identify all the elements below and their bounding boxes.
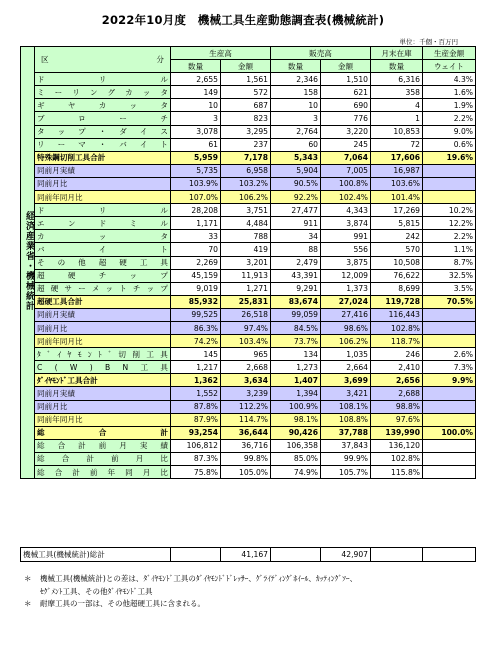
table-cell: 2,410 (371, 361, 423, 374)
table-row (21, 177, 476, 190)
table-cell: 2,269 (171, 256, 221, 269)
table-cell: 34 (271, 230, 321, 243)
statistics-table (20, 46, 476, 479)
table-cell: 97.6% (371, 413, 423, 426)
table-cell: 115.8% (371, 466, 423, 479)
table-cell: 10.2% (423, 204, 476, 217)
table-cell: 103.9% (171, 177, 221, 190)
row-label: 総 合 計 (35, 426, 171, 439)
table-cell: 108.1% (321, 400, 371, 413)
table-cell: 556 (321, 243, 371, 256)
row-label: C ( W ) B N 工 具 (35, 361, 171, 374)
table-cell: 570 (371, 243, 423, 256)
table-row (21, 125, 476, 138)
row-label: 同前月比 (35, 321, 171, 334)
table-cell: 74.9% (271, 466, 321, 479)
table-cell: 83,674 (271, 295, 321, 308)
table-cell: 99.8% (221, 452, 271, 465)
row-label: ﾀﾞｲﾔﾓﾝﾄﾞ工具合計 (35, 374, 171, 387)
table-row (21, 138, 476, 151)
table-cell: 965 (221, 348, 271, 361)
table-cell: 9,019 (171, 282, 221, 295)
table-cell: 1,217 (171, 361, 221, 374)
table-cell: 1,373 (321, 282, 371, 295)
table-cell: 690 (321, 99, 371, 112)
row-label: エ ン ド ミ ル (35, 217, 171, 230)
weight-group-header: 生産金額 (423, 47, 476, 60)
table-cell: 101.4% (371, 191, 423, 204)
table-cell: 134 (271, 348, 321, 361)
table-row (21, 256, 476, 269)
table-row (21, 439, 476, 452)
header-row-1 (21, 47, 476, 60)
row-label: 同前月比 (35, 400, 171, 413)
table-cell: 1,407 (271, 374, 321, 387)
row-label: リ ー マ ・ バ イ ト (35, 138, 171, 151)
table-cell: 100.0% (423, 426, 476, 439)
table-cell: 158 (271, 86, 321, 99)
sales-header: 販売高 (271, 47, 371, 60)
table-cell: 88 (271, 243, 321, 256)
table-cell: 5,735 (171, 164, 221, 177)
table-row (21, 387, 476, 400)
row-label: 同前月実績 (35, 164, 171, 177)
table-cell: 687 (221, 99, 271, 112)
table-cell: 139,990 (371, 426, 423, 439)
table-cell: 3,699 (321, 374, 371, 387)
table-row (21, 73, 476, 86)
table-cell: 98.8% (371, 400, 423, 413)
table-cell: 9.0% (423, 125, 476, 138)
table-cell: 5,904 (271, 164, 321, 177)
sales-amount-header: 金額 (321, 60, 371, 73)
table-cell: 8.7% (423, 256, 476, 269)
table-cell: 419 (221, 243, 271, 256)
table-cell: 98.1% (271, 413, 321, 426)
table-cell: 45,159 (171, 269, 221, 282)
table-cell: 37,843 (321, 439, 371, 452)
table-cell: 1.1% (423, 243, 476, 256)
table-cell: 10,508 (371, 256, 423, 269)
table-cell: 87.3% (171, 452, 221, 465)
row-label: ド リ ル (35, 73, 171, 86)
table-cell (423, 335, 476, 348)
table-cell: 246 (371, 348, 423, 361)
production-header: 生産高 (171, 47, 271, 60)
table-cell: 43,391 (271, 269, 321, 282)
table-cell: 8,699 (371, 282, 423, 295)
table-cell: 9.9% (423, 374, 476, 387)
grand-total-label: 機械工具(機械統計)総計 (21, 548, 171, 562)
table-cell: 1,561 (221, 73, 271, 86)
table-cell (423, 191, 476, 204)
table-cell: 112.2% (221, 400, 271, 413)
table-cell: 106,358 (271, 439, 321, 452)
table-cell: 70 (171, 243, 221, 256)
table-cell: 84.5% (271, 321, 321, 334)
table-cell: 33 (171, 230, 221, 243)
table-row (21, 86, 476, 99)
table-cell: 85,932 (171, 295, 221, 308)
table-cell: 2,688 (371, 387, 423, 400)
table-cell (423, 164, 476, 177)
row-label: 超硬工具合計 (35, 295, 171, 308)
table-cell: 17,606 (371, 151, 423, 164)
table-cell: 7,064 (321, 151, 371, 164)
footnote-1-cont: ｾｸﾞﾒﾝﾄ工具、その他ﾀﾞｲﾔﾓﾝﾄﾞ工具 (40, 586, 153, 596)
table-cell: 76,622 (371, 269, 423, 282)
table-cell (423, 466, 476, 479)
table-cell: 60 (271, 138, 321, 151)
table-cell: 10,853 (371, 125, 423, 138)
table-row (21, 308, 476, 321)
production-qty-header: 数量 (171, 60, 221, 73)
table-cell: 97.4% (221, 321, 271, 334)
table-cell: 106,812 (171, 439, 221, 452)
row-label: 総 合 計 前 年 同 月 比 (35, 466, 171, 479)
table-cell: 26,518 (221, 308, 271, 321)
table-cell: 85.0% (271, 452, 321, 465)
table-cell (423, 177, 476, 190)
table-cell: 358 (371, 86, 423, 99)
table-cell: 2,668 (221, 361, 271, 374)
row-label: カ ッ タ (35, 230, 171, 243)
table-cell: 1,271 (221, 282, 271, 295)
row-label: 同前月実績 (35, 387, 171, 400)
table-cell: 245 (321, 138, 371, 151)
table-cell: 788 (221, 230, 271, 243)
table-cell: 27,024 (321, 295, 371, 308)
table-cell (423, 400, 476, 413)
table-cell (423, 452, 476, 465)
table-cell: 61 (171, 138, 221, 151)
table-cell: 2,479 (271, 256, 321, 269)
table-cell: 911 (271, 217, 321, 230)
table-cell: 1,362 (171, 374, 221, 387)
table-cell: 3,634 (221, 374, 271, 387)
table-cell: 776 (321, 112, 371, 125)
table-cell: 99,059 (271, 308, 321, 321)
grand-total-row (21, 548, 476, 562)
footnote-1: ＊ 機械工具(機械統計)との差は、ﾀﾞｲﾔﾓﾝﾄﾞ工具のﾀﾞｲﾔﾓﾝﾄﾞﾄﾞﾚｯｻｰ、ｸﾞﾗｲﾃﾞｨﾝｸﾞﾎｲｰﾙ、ｶｯﾃｨﾝｸﾞｿｰ、 (24, 574, 358, 583)
table-cell: 2,764 (271, 125, 321, 138)
table-cell: 7.3% (423, 361, 476, 374)
table-cell: 2,664 (321, 361, 371, 374)
table-cell: 87.9% (171, 413, 221, 426)
table-cell: 3,239 (221, 387, 271, 400)
table-cell: 98.6% (321, 321, 371, 334)
table-row (21, 400, 476, 413)
table-cell: 90.5% (271, 177, 321, 190)
table-cell: 92.2% (271, 191, 321, 204)
grand-total-sales-amount: 42,907 (321, 548, 371, 562)
inventory-header: 月末在庫 (371, 47, 423, 60)
table-row (21, 335, 476, 348)
row-label: 同前月比 (35, 177, 171, 190)
table-cell: 19.6% (423, 151, 476, 164)
table-cell: 1,035 (321, 348, 371, 361)
row-label: 同前年同月比 (35, 335, 171, 348)
table-row (21, 204, 476, 217)
table-cell: 36,644 (221, 426, 271, 439)
table-cell: 3,751 (221, 204, 271, 217)
table-cell: 149 (171, 86, 221, 99)
table-cell: 27,477 (271, 204, 321, 217)
table-cell: 105.7% (321, 466, 371, 479)
row-label: バ イ ト (35, 243, 171, 256)
unit-note: 単位：千個・百万円 (399, 38, 458, 46)
table-cell: 242 (371, 230, 423, 243)
table-cell: 107.0% (171, 191, 221, 204)
table-cell: 28,208 (171, 204, 221, 217)
row-label: 総 合 計 前 月 実 績 (35, 439, 171, 452)
table-cell (423, 308, 476, 321)
row-label: 同前年同月比 (35, 191, 171, 204)
kubun-header: 区 分 (35, 47, 171, 73)
table-row (21, 452, 476, 465)
table-cell: 11,913 (221, 269, 271, 282)
weight-header: ウェイト (423, 60, 476, 73)
table-cell: 27,416 (321, 308, 371, 321)
table-cell: 0.6% (423, 138, 476, 151)
table-cell: 100.8% (321, 177, 371, 190)
table-row (21, 99, 476, 112)
table-cell: 3.5% (423, 282, 476, 295)
table-cell: 1,394 (271, 387, 321, 400)
table-row (21, 361, 476, 374)
table-cell: 3,874 (321, 217, 371, 230)
table-cell: 5,959 (171, 151, 221, 164)
table-cell: 1,552 (171, 387, 221, 400)
table-cell: 1.6% (423, 86, 476, 99)
table-cell (423, 387, 476, 400)
table-cell: 6,316 (371, 73, 423, 86)
table-cell (423, 439, 476, 452)
table-cell: 87.8% (171, 400, 221, 413)
table-cell: 4 (371, 99, 423, 112)
table-cell: 73.7% (271, 335, 321, 348)
table-cell: 106.2% (321, 335, 371, 348)
table-cell: 32.5% (423, 269, 476, 282)
table-cell: 7,005 (321, 164, 371, 177)
side-label: 経済産業省・機械統計 (21, 47, 35, 479)
table-cell: 17,269 (371, 204, 423, 217)
table-cell: 237 (221, 138, 271, 151)
table-row (21, 295, 476, 308)
table-cell: 5,343 (271, 151, 321, 164)
table-row (21, 321, 476, 334)
table-cell: 10 (271, 99, 321, 112)
table-cell: 105.0% (221, 466, 271, 479)
table-cell: 4,484 (221, 217, 271, 230)
table-cell: 1.9% (423, 99, 476, 112)
table-cell: 90,426 (271, 426, 321, 439)
table-cell: 102.4% (321, 191, 371, 204)
row-label: 同前年同月比 (35, 413, 171, 426)
table-cell: 991 (321, 230, 371, 243)
table-cell: 114.7% (221, 413, 271, 426)
table-cell: 2,346 (271, 73, 321, 86)
grand-total-production-amount: 41,167 (221, 548, 271, 562)
table-cell: 108.8% (321, 413, 371, 426)
row-label: タ ッ プ ・ ダ イ ス (35, 125, 171, 138)
table-cell: 621 (321, 86, 371, 99)
table-cell: 3,421 (321, 387, 371, 400)
table-cell: 4.3% (423, 73, 476, 86)
table-cell: 36,716 (221, 439, 271, 452)
table-cell: 5,815 (371, 217, 423, 230)
table-cell: 3,220 (321, 125, 371, 138)
table-cell: 2,655 (171, 73, 221, 86)
table-cell: 3 (171, 112, 221, 125)
table-cell: 12.2% (423, 217, 476, 230)
row-label: 超 硬 チ ッ プ (35, 269, 171, 282)
table-cell: 3,201 (221, 256, 271, 269)
table-row (21, 151, 476, 164)
table-row (21, 112, 476, 125)
table-row (21, 164, 476, 177)
row-label: 特殊鋼切削工具合計 (35, 151, 171, 164)
row-label: そ の 他 超 硬 工 具 (35, 256, 171, 269)
table-cell: 116,443 (371, 308, 423, 321)
row-label: ミ ー リ ン グ カ ッ タ (35, 86, 171, 99)
table-row (21, 413, 476, 426)
table-cell: 99.9% (321, 452, 371, 465)
table-row (21, 217, 476, 230)
table-cell: 93,254 (171, 426, 221, 439)
table-cell: 7,178 (221, 151, 271, 164)
footnote-2: ＊ 耐摩工具の一部は、その他超硬工具に含まれる。 (24, 599, 205, 608)
table-cell: 4,343 (321, 204, 371, 217)
table-cell: 70.5% (423, 295, 476, 308)
table-cell: 1,510 (321, 73, 371, 86)
table-row (21, 426, 476, 439)
table-cell: 103.4% (221, 335, 271, 348)
table-cell: 102.8% (371, 452, 423, 465)
row-label: 超 硬 サ ー メ ッ ト チ ッ プ (35, 282, 171, 295)
table-cell: 119,728 (371, 295, 423, 308)
table-cell: 823 (221, 112, 271, 125)
table-row (21, 282, 476, 295)
table-row (21, 466, 476, 479)
grand-total-table (20, 547, 476, 562)
table-cell: 1,273 (271, 361, 321, 374)
table-cell: 75.8% (171, 466, 221, 479)
table-cell: 74.2% (171, 335, 221, 348)
table-cell: 6,958 (221, 164, 271, 177)
table-cell: 145 (171, 348, 221, 361)
row-label: ブ ロ ー チ (35, 112, 171, 125)
table-cell: 3 (271, 112, 321, 125)
table-cell: 10 (171, 99, 221, 112)
page-title: 2022年10月度 機械工具生産動態調査表(機械統計) (101, 13, 385, 27)
table-row (21, 348, 476, 361)
table-cell: 12,009 (321, 269, 371, 282)
table-cell: 86.3% (171, 321, 221, 334)
table-cell: 25,831 (221, 295, 271, 308)
table-cell: 3,078 (171, 125, 221, 138)
table-row (21, 374, 476, 387)
table-cell: 103.2% (221, 177, 271, 190)
inventory-qty-header: 数量 (371, 60, 423, 73)
table-cell: 2.6% (423, 348, 476, 361)
table-cell: 2,656 (371, 374, 423, 387)
table-cell: 72 (371, 138, 423, 151)
table-cell: 3,875 (321, 256, 371, 269)
table-cell: 3,295 (221, 125, 271, 138)
table-cell: 102.8% (371, 321, 423, 334)
table-cell: 99,525 (171, 308, 221, 321)
table-row (21, 191, 476, 204)
table-cell: 2.2% (423, 112, 476, 125)
table-cell: 106.2% (221, 191, 271, 204)
row-label: ド リ ル (35, 204, 171, 217)
table-cell: 572 (221, 86, 271, 99)
row-label: 同前月実績 (35, 308, 171, 321)
table-row (21, 269, 476, 282)
table-cell: 1,171 (171, 217, 221, 230)
table-cell: 118.7% (371, 335, 423, 348)
table-cell (423, 413, 476, 426)
table-cell: 100.9% (271, 400, 321, 413)
row-label: 総 合 計 前 月 比 (35, 452, 171, 465)
production-amount-header: 金額 (221, 60, 271, 73)
table-cell: 1 (371, 112, 423, 125)
table-cell: 103.6% (371, 177, 423, 190)
table-cell: 37,788 (321, 426, 371, 439)
table-row (21, 230, 476, 243)
row-label: ギ ヤ カ ッ タ (35, 99, 171, 112)
table-cell: 136,120 (371, 439, 423, 452)
table-cell: 16,987 (371, 164, 423, 177)
table-cell (423, 321, 476, 334)
sales-qty-header: 数量 (271, 60, 321, 73)
table-cell: 9,291 (271, 282, 321, 295)
table-cell: 2.2% (423, 230, 476, 243)
footnotes (24, 573, 357, 611)
table-row (21, 243, 476, 256)
row-label: ﾀ ﾞ ｲ ﾔ ﾓ ﾝ ﾄ ﾞ 切 削 工 具 (35, 348, 171, 361)
